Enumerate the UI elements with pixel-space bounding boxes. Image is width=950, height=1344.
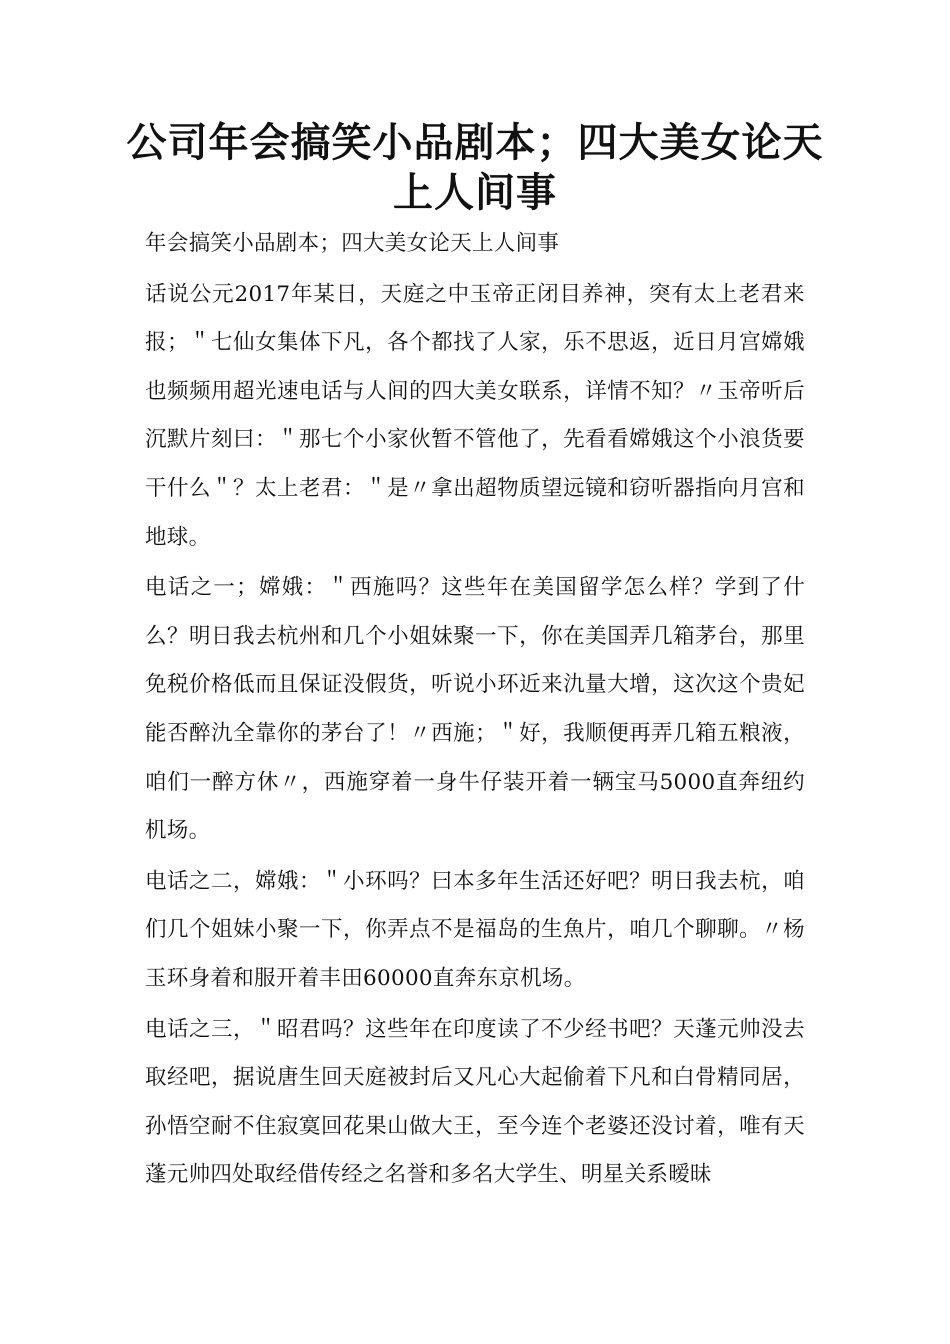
paragraph-call-one: 电话之一；嫦娥：＂西施吗？这些年在美国留学怎么样？学到了什么？明日我去杭州和几个小姐妹聚一下，你在美国弄几箱茅台，那里免税价格低而且保证没假货，听说小环近来氿量大增，这次这个贵妃能否醉氿全靠你的茅台了！〃西施；＂好，我顺便再弄几箱五粮液，咱们一醉方休〃，西施穿着一身牛仔装开着一辆宝马5000直奔纽约机场。 [145, 575, 805, 844]
document-body [145, 220, 805, 1202]
paragraph-call-two: 电话之二，嫦娥：＂小环吗？曰本多年生活还好吧？明日我去杭，咱们几个姐妹小聚一下，你弄点不是福岛的生魚片，咱几个聊聊。〃杨玉环身着和服开着丰田60000直奔东京机场。 [145, 868, 805, 991]
paragraph-intro: 话说公元2017年某日，天庭之中玉帝正闭目养神，突有太上老君来报；＂七仙女集体下凡，各个都找了人家，乐不思返，近日月宫嫦娥也频频用超光速电话与人间的四大美女联系，详情不知？〃玉帝听后沉默片刻曰：＂那七个小家伙暂不管他了，先看看嫦娥这个小浪货要干什么＂？太上老君：＂是〃拿出超物质望远镜和窃听器指向月宫和地球。 [145, 281, 805, 550]
paragraph-subtitle: 年会搞笑小品剧本；四大美女论天上人间事 [145, 231, 560, 256]
paragraph-call-three: 电话之三，＂昭君吗？这些年在印度读了不少经书吧？天蓬元帅没去取经吧，据说唐生回天庭被封后又凡心大起偷着下凡和白骨精同居，孙悟空耐不住寂寞回花果山做大王，至今连个老婆还没讨着，唯有天蓬元帅四处取经借传经之名誉和多名大学生、明星关系暧昧 [145, 1016, 805, 1188]
document-title: 公司年会搞笑小品剧本；四大美女论天上人间事 [126, 119, 824, 216]
